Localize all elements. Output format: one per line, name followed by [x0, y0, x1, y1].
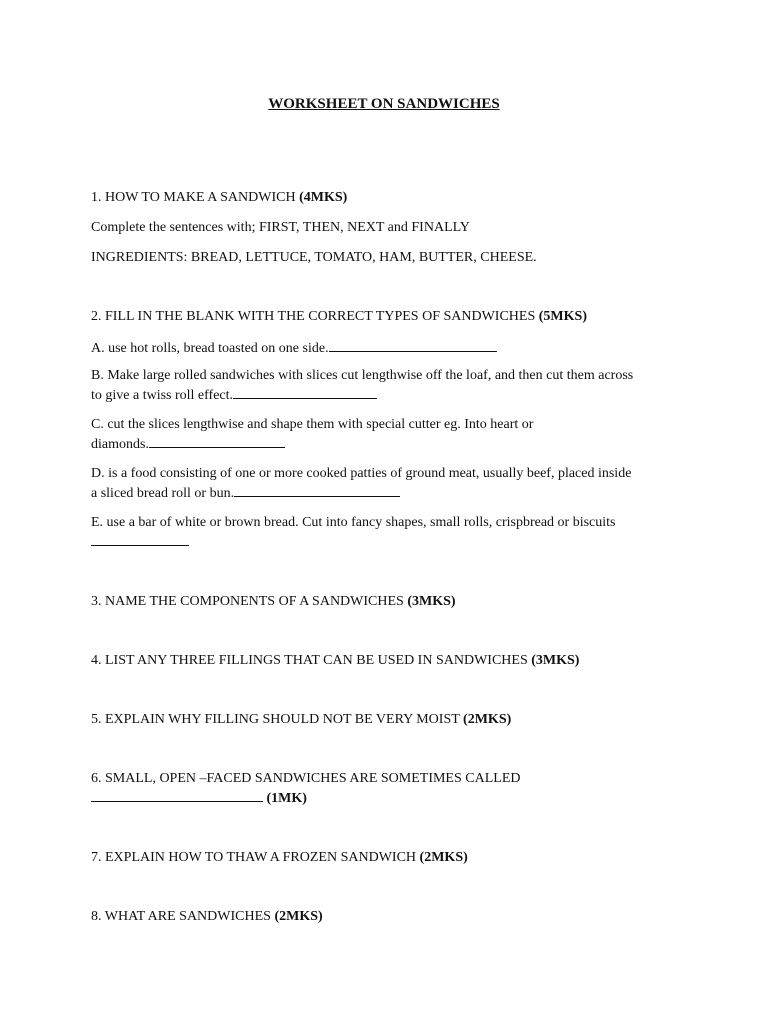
question-5-heading: [91, 710, 691, 729]
question-4-heading: [91, 651, 691, 670]
question-1-instruction: Complete the sentences with; FIRST, THEN, NEXT and FINALLY: [91, 220, 470, 235]
question-8-heading: [91, 907, 691, 926]
question-1-marks: (4MKS): [299, 190, 348, 205]
question-1-label: 1. HOW TO MAKE A SANDWICH: [91, 190, 296, 205]
question-8-label: 8. WHAT ARE SANDWICHES: [91, 909, 271, 924]
question-4-marks: (3MKS): [531, 653, 580, 668]
answer-blank[interactable]: [329, 338, 497, 352]
answer-blank[interactable]: [233, 385, 377, 399]
worksheet-title: WORKSHEET ON SANDWICHES: [268, 96, 500, 112]
question-5-label: 5. EXPLAIN WHY FILLING SHOULD NOT BE VERY MOIST: [91, 712, 460, 727]
question-2-item-c: C. cut the slices lengthwise and shape them with special cutter eg. Into heart or diamonds.: [91, 417, 534, 452]
question-2-item-d: D. is a food consisting of one or more cooked patties of ground meat, usually beef, placed inside a sliced bread roll or bun.: [91, 466, 632, 501]
question-2-heading: [91, 307, 691, 326]
question-7-label: 7. EXPLAIN HOW TO THAW A FROZEN SANDWICH: [91, 850, 417, 865]
question-6-label: 6. SMALL, OPEN –FACED SANDWICHES ARE SOMETIMES CALLED: [91, 771, 521, 786]
answer-blank[interactable]: [91, 788, 263, 802]
question-7-marks: (2MKS): [419, 850, 468, 865]
question-2-marks: (5MKS): [538, 309, 587, 324]
question-4-label: 4. LIST ANY THREE FILLINGS THAT CAN BE USED IN SANDWICHES: [91, 653, 528, 668]
question-6-marks: (1MK): [266, 791, 307, 806]
answer-blank[interactable]: [91, 532, 189, 546]
question-3-label: 3. NAME THE COMPONENTS OF A SANDWICHES: [91, 594, 404, 609]
question-7-heading: [91, 848, 691, 867]
question-6-heading: [91, 769, 691, 808]
question-8-marks: (2MKS): [274, 909, 323, 924]
question-3-marks: (3MKS): [407, 594, 456, 609]
answer-blank[interactable]: [234, 483, 400, 497]
question-1-ingredients: INGREDIENTS: BREAD, LETTUCE, TOMATO, HAM, BUTTER, CHEESE.: [91, 250, 537, 265]
question-2-item-b: B. Make large rolled sandwiches with slices cut lengthwise off the loaf, and then cut them across to give a twiss roll effect.: [91, 368, 634, 403]
answer-blank[interactable]: [149, 434, 285, 448]
question-2-label: 2. FILL IN THE BLANK WITH THE CORRECT TYPES OF SANDWICHES: [91, 309, 536, 324]
question-2-item-e: E. use a bar of white or brown bread. Cut into fancy shapes, small rolls, crispbread or biscuits: [91, 513, 691, 552]
question-2-item-a: A. use hot rolls, bread toasted on one side.: [91, 338, 691, 358]
question-5-marks: (2MKS): [463, 712, 512, 727]
question-3-heading: [91, 592, 691, 611]
question-1-heading: [91, 188, 691, 207]
